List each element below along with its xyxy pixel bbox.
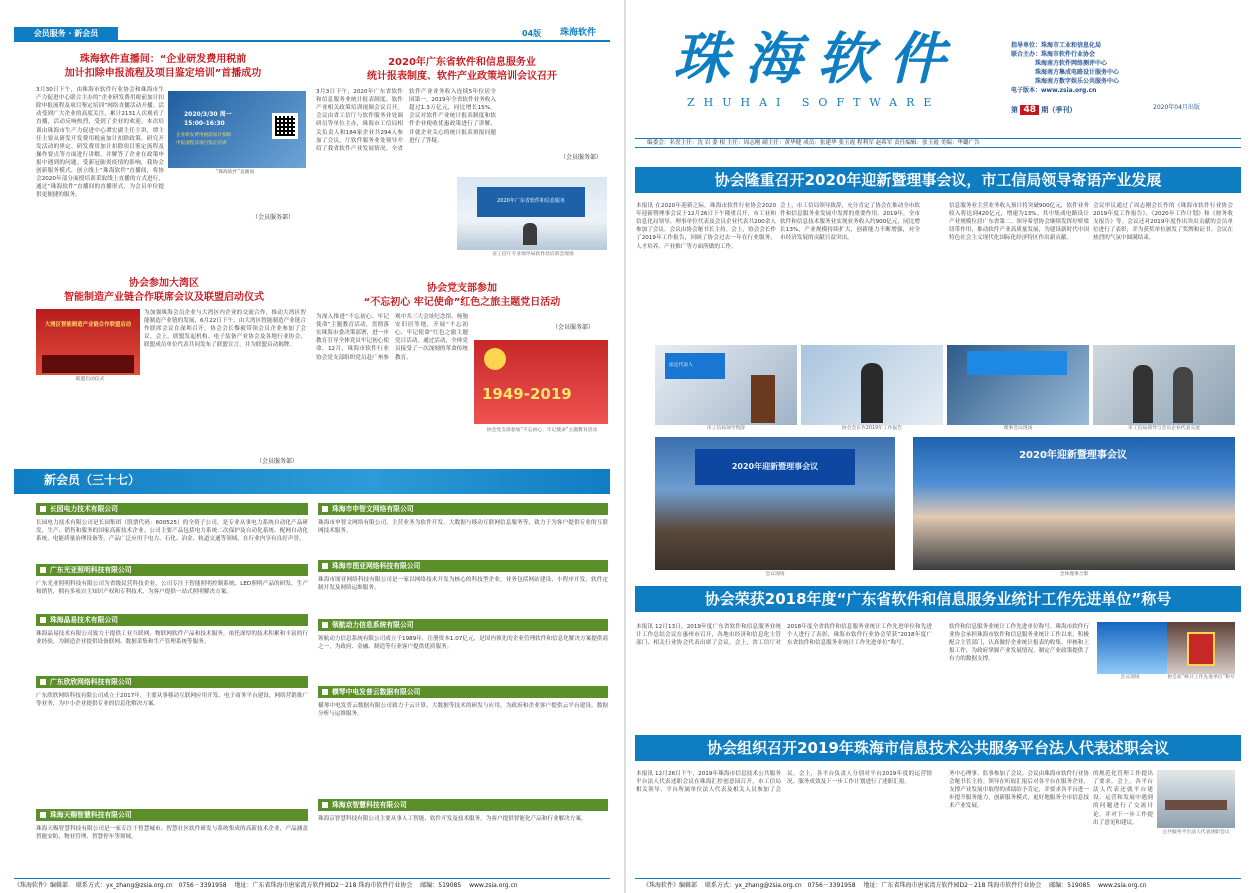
a4-caption: 协会党支部参加“不忘初心、牢记使命”主题教育活动: [486, 428, 598, 433]
b1-photo5-screen-text: 2020年迎新暨理事会议: [731, 462, 819, 471]
issue-number: 48: [1020, 105, 1039, 115]
a3-title-line2: 智能制造产业链合作联席会议及联盟启动仪式: [64, 292, 264, 303]
member-bar-10: [318, 799, 608, 811]
left-footer: [14, 878, 610, 892]
footer-editor-r: 《珠海软件》编辑部: [643, 882, 698, 889]
b1-photo3-caption: 理事会议现场: [1003, 426, 1033, 431]
unit-guide: 指导单位：珠海市工业和信息化局: [1011, 42, 1102, 49]
member-bar-6: [318, 503, 608, 515]
a1-slide-title2: 申报流程及项目鉴定培训: [176, 141, 227, 146]
a1-slide-date: 2020/3/30 周一: [184, 111, 232, 118]
b1-col2: 会上，市工信局领导致辞，充分肯定了协会在推动全市软件和信息服务业发展中发挥的重要作用。2019年，全市软件和信息技术服务业实现业务收入约900亿元，同比增长13%，产业规模持续扩大，创新能力不断增强，对全市经济发展的贡献日益突出。: [780, 203, 920, 242]
member-bar-4: [36, 676, 308, 688]
a3-signoff: （会员服务部）: [256, 458, 299, 465]
member-name-1: 长园电力技术有限公司: [50, 505, 118, 513]
a2-title-line2: 统计报表制度、软件产业政策培训会议召开: [367, 71, 557, 82]
a1-signoff: （会员服务部）: [252, 214, 295, 221]
issue-suffix: 期（季刊）: [1041, 106, 1077, 114]
member-text-4: 广东欣欣网络科技有限公司成立于2017年，主要从事移动互联网应用开发、电子商务平台建设、网络营销推广等业务，为中小企业提供专业的信息化解决方案。: [36, 693, 308, 708]
issue-box: [1011, 104, 1221, 118]
award-plaque-icon: [1187, 632, 1215, 666]
b1-photo1-screen: [665, 353, 725, 379]
b1-photo3-screen: [967, 351, 1067, 375]
footer-post-r: 519085: [1067, 882, 1091, 889]
b1-photo5-caption: 会议现场: [765, 572, 785, 577]
b1-photo5: [655, 437, 895, 570]
b1-photo1-screen-text: 法定代表人: [669, 363, 693, 368]
a4-title-line2: “不忘初心 牢记使命”红色之旅主题党日活动: [363, 297, 561, 308]
a4-signoff: （会员服务部）: [552, 324, 595, 331]
b1-photo4-caption: 市工信局领导与会员企业代表交流: [1128, 426, 1200, 431]
member-name-2: 广东光亚照明科技有限公司: [50, 566, 132, 574]
footer-addr: 广东省珠海市唐家湾方软件园D2－218 珠海市软件行业协会: [252, 882, 413, 889]
footer-tel-r: 0756－3391958: [807, 882, 856, 889]
a1-body: 3月30日下午，由珠海市软件行业协会和珠海市生产力促进中心联合主办的“企业研发费用税前加计扣除申报流程及项目鉴定培训”网络直播活动开播。活动受到广大企业的高度关注，累计2131人次观看了直播，活动反响热烈，受到了企业的欢迎。本次培训由珠海市生产力促进中心谭宏副主任主讲，谭主任主要从研发开发费用税前加计扣除政策、研究开发活动的界定、研发费用加计扣除项目鉴定流程及操作要点等方面进行讲解，并解答了企业在政策申报中遇到的问题。受新冠肺炎疫情的影响，我协会创新服务模式，创立线上“珠海软件”直播间，将协会2020年部分面授培训采取线上直播的方式进行，通过“珠海软件”直播间的直播形式，为会员单位提供更便捷的服务。: [36, 87, 164, 199]
member-text-1: 长园电力技术有限公司是长园集团（股票代码：600525）的全资子公司，是专业从事电力系统自动化产品研发、生产、销售和服务的国家高新技术企业。公司主要产品包括电力系统二次保护及自动化系统、配网自动化系统、电能质量治理设备等，产品广泛应用于电力、石化、冶金、轨道交通等领域，在行业内享有良好声誉。: [36, 520, 308, 543]
a4-years: 1949-2019: [482, 385, 572, 403]
member-bar-7: [318, 560, 608, 572]
member-text-9: 横琴中电发普云数据有限公司致力于云计算、大数据等技术的研发与应用，为政府和企业客户提供云平台建设、数据分析与运维服务。: [318, 703, 608, 718]
b2-photo2-caption: 协会获“统计工作先进单位”称号: [1167, 675, 1235, 680]
footer-addr-r: 广东省珠海市唐家湾方软件园D2－218 珠海市软件行业协会: [881, 882, 1042, 889]
new-member-band: [14, 469, 610, 494]
b1-photo2-person: [861, 363, 883, 423]
unit-org2: 珠海南方集成电路设计服务中心: [1035, 69, 1120, 76]
member-name-10: 珠海京智慧科技有限公司: [332, 801, 407, 809]
section-label-text: 会员服务 · 新会员: [33, 29, 99, 38]
b3-col2: 务中心理事、监事参加了会议。会议由珠海市软件行业协会秘书长主持。领导在听取汇报后对各平台在服务企业、支撑产业发展中取得的成绩给予肯定，并要求各平台进一步提升服务能力，创新服务模式，更好地服务全市信息技术产业发展。: [949, 771, 1089, 810]
staff-text: 编委会：名誉主任：沈 岩 委 根 主任：周志刚 副主任：黄华健 成员：张建华 张玉霞 程利军 赵希军 责任编辑：张玉霞 美编：华璐广告: [647, 140, 980, 146]
footer-editor: 《珠海软件》编辑部: [14, 882, 69, 889]
b1-photo4-person2: [1173, 367, 1193, 423]
member-name-3: 珠海晶易技术有限公司: [50, 616, 118, 624]
b1-col1: 本报讯 在2020年迎新之际，珠海市软件行业协会2020年迎新暨理事会议于12月26日下午隆重召开，市工业和信息化局领导、理事单位代表及会员企业代表共200余人参加了会议。会议由协会秘书长主持。会上，协会会长作了2019年工作报告，回顾了协会过去一年在行业服务、人才培养、产业推广等方面所做的工作。: [636, 203, 776, 250]
member-name-8: 领航动力信息系统有限公司: [332, 621, 414, 629]
a3-title-line1: 协会参加大湾区: [129, 278, 199, 289]
band3-title: 协会组织召开2019年珠海市信息技术公共服务平台法人代表述职会议: [635, 735, 1241, 761]
qr-code-icon: [272, 113, 298, 139]
a4-body: 为深入推进“不忘初心、牢记使命”主题教育活动，贯彻落实珠海市委决策部署，进一步教育引导全体党员牢记初心使命，12月，珠海市软件行业协会党支部组织党员赴广州参观中共三大会址纪念馆、杨匏安旧居等地，开展“不忘初心、牢记使命”红色之旅主题党日活动。通过活动，全体党员接受了一次深刻的革命传统教育。: [316, 314, 468, 361]
b1-photo6: [913, 437, 1235, 570]
member-name-4: 广东欣欣网络科技有限公司: [50, 678, 132, 686]
footer-addr-label-r: 地址：: [863, 882, 882, 889]
masthead-en: ZHUHAI SOFTWARE: [687, 96, 941, 109]
a3-photo: [36, 309, 140, 375]
a4-title-line1: 协会党支部参加: [427, 283, 497, 294]
staff-line: [635, 138, 1241, 148]
a3-stage: [42, 355, 134, 373]
member-name-5: 珠海天赐智慧科技有限公司: [50, 811, 132, 819]
a3-body-bottom: [36, 387, 140, 449]
a1-title-line2: 加计扣除申报流程及项目鉴定培训”首播成功: [64, 68, 262, 79]
issue-prefix: 第: [1011, 106, 1018, 114]
footer-web-r[interactable]: www.zsia.org.cn: [1098, 882, 1147, 889]
footer-post-label: 邮编：: [420, 882, 439, 889]
a1-slide-title1: 企业研发费用税前加计扣除: [176, 133, 232, 138]
footer-post-label-r: 邮编：: [1049, 882, 1068, 889]
b1-col3: 信息服务业主营业务收入预计将突破900亿元，软件业务收入将达到420亿元，增速为13%。其中集成电路设计产业规模位居广东省第二。领导希望协会继续发挥好桥梁纽带作用，推动软件产业高质量发展，为建设新时代中国特色社会主义现代化国际化经济特区作出新贡献。: [949, 203, 1089, 242]
a1-slide-time: 15:00-16:30: [184, 120, 225, 127]
member-bar-1: [36, 503, 308, 515]
footer-web[interactable]: www.zsia.org.cn: [469, 882, 518, 889]
b1-photo1-podium: [751, 375, 775, 423]
right-page: [627, 0, 1251, 893]
a2-signoff: （会员服务部）: [560, 154, 603, 161]
member-text-3: 珠海晶易技术有限公司致力于提供工业互联网、物联网软件产品和技术服务，依托深厚的技术积累和丰富的行业经验，为制造企业提供设备联网、数据采集和生产管理系统等服务。: [36, 631, 308, 646]
footer-contact-label-r: 联系方式：: [704, 882, 735, 889]
section-label: [14, 27, 118, 40]
b1-photo1-caption: 市工信局领导致辞: [706, 426, 746, 431]
b3-photo-table: [1165, 800, 1227, 810]
member-bar-9: [318, 686, 608, 698]
b3-photo-caption: 公共服务平台法人代表述职会议: [1162, 830, 1230, 835]
b3-col1: 本报讯 12月26日下午，2019年珠海市信息技术公共服务平台法人代表述职会议在珠海汇控创意园召开，市工信局相关领导、平台所属单位法人代表及相关人员参加了会议。会上，各平台负责人分别对平台2019年度的运营情况、服务成效及下一步工作计划进行了述职汇报。: [636, 771, 932, 794]
b2-col2: 软件和信息服务业统计工作先进单位称号。珠海市软件行业协会承担珠海市软件和信息服务业统计工作以来，积极配合主管部门，认真做好企业统计报表的收集、审核和上报工作，为政府掌握产业发展情况、制定产业政策提供了有力的数据支撑。: [949, 624, 1089, 663]
new-member-title: 新会员（三十七）: [44, 473, 141, 487]
a3-caption: 联盟启动仪式: [75, 377, 105, 382]
a2-speaker: [523, 223, 537, 245]
b1-photo3: [947, 345, 1089, 425]
footer-email-r: yx_zhang@zsia.org.cn: [734, 882, 802, 889]
footer-tel: 0756－3391958: [178, 882, 227, 889]
b2-photo1-caption: 会议现场: [1120, 675, 1140, 680]
member-text-5: 珠海天赐智慧科技有限公司是一家专注于智慧城市、智慧社区软件研发与系统集成的高新技术企业，产品涵盖智能安防、物业管理、智慧停车等领域。: [36, 826, 308, 841]
a2-screen-text: 2020年广东省软件和信息服务: [497, 198, 565, 204]
b1-photo5-screen: [695, 449, 855, 485]
b2-col1: 本报讯 12月13日，2019年度广东省软件和信息服务业统计工作总结会议在惠州市召开，各地市经济和信息化主管部门、相关行业协会代表出席了会议。会上，省工信厅对2018年度全省软件和信息服务业统计工作先进单位和先进个人进行了表彰，珠海市软件行业协会荣获“2018年度广东省软件和信息服务业统计工作先进单位”称号。: [636, 624, 932, 647]
a2-title-line1: 2020年广东省软件和信息服务业: [388, 57, 536, 68]
issue-date: 2020年04月出版: [1153, 104, 1200, 111]
right-footer: [635, 878, 1241, 892]
member-text-10: 珠海京智慧科技有限公司主要从事人工智能、软件开发及技术服务，为客户提供智能化产品和行业解决方案。: [318, 816, 587, 822]
member-bar-2: [36, 564, 308, 576]
b1-col4: 会议审议通过了周志刚会长作的《珠海市软件行业协会2019年度工作报告》、《2020年工作计划》和《财务收支报告》等。会议还对2019年度作出突出贡献的会员单位进行了表彰，并为获奖单位颁发了奖牌和证书。会议在热烈的气氛中圆满结束。: [1093, 203, 1233, 242]
b1-photo2: [801, 345, 943, 425]
a3-banner: 大湾区智能制造产业链合作联盟启动: [44, 322, 132, 328]
b3-photo: [1157, 770, 1235, 828]
unit-org1: 珠海南方软件网络测评中心: [1035, 60, 1108, 67]
footer-post: 519085: [438, 882, 462, 889]
a2-caption: 省工信厅专业领导局软件处培训会现场: [492, 252, 574, 257]
band2-title: 协会荣获2018年度“广东省软件和信息服务业统计工作先进单位”称号: [635, 586, 1241, 612]
a3-body: 为加强珠海会员企业与大湾区内企业的交流合作，推动大湾区智能制造产业链的发展，6月22日下午，由大湾区智能制造产业链合作联席会议在深圳召开，协会会长黎毅带领会员企业参加了会议。会上，联盟发起机构、电子装备产业协会及各地行业协会、联盟成员单位代表共同发布了联盟宣言，并为联盟启动揭牌。: [144, 310, 306, 349]
band1-title: 协会隆重召开2020年迎新暨理事会议，市工信局领导寄语产业发展: [635, 167, 1241, 193]
b2-photo2: [1167, 622, 1235, 674]
b1-photo6-caption: 全体理事合影: [1059, 572, 1089, 577]
left-page: [0, 0, 622, 893]
unit-web[interactable]: 电子版本：www.zsia.org.cn: [1011, 87, 1097, 94]
b1-photo1: [655, 345, 797, 425]
a2-photo: [457, 177, 607, 250]
member-text-8: 领航动力信息系统有限公司成立于1989年，注册资本1.07亿元，是国内领先的企业管理软件和信息化解决方案提供商之一，为政府、金融、制造等行业客户提供优质服务。: [318, 636, 608, 651]
footer-contact-label: 联系方式：: [75, 882, 106, 889]
a1-title-line1: 珠海软件直播间：“企业研发费用税前: [79, 54, 247, 65]
a1-caption: “珠海软件”直播间: [215, 170, 255, 175]
a2-body: 3月3日下午，2020年广东省软件和信息服务业统计报表制度、软件产业相关政策培训视频会议召开。会议由省工信厅与软件服务业处调研员等单位主办，珠海市工信局相关负责人和184家企业共294人参加了会议。厅软件服务业处领导介绍了我省软件产业发展情况。全省软件产业业务收入连续5年位居全国第一。2019年全省软件业务收入超过1.3万亿元，同比增长15%。会议对软件产业统计报表制度和软件企业税收优惠政策进行了讲解，并就企业关心的统计报表填报问题进行了答疑。: [316, 89, 496, 152]
member-bar-5: [36, 809, 308, 821]
unit-org3: 珠海南方数字娱乐公共服务中心: [1035, 78, 1120, 85]
b1-photo4-person1: [1133, 365, 1153, 423]
left-header: [14, 27, 610, 42]
page-divider: [624, 0, 626, 893]
member-name-7: 珠海市图亚网络科技有限公司: [332, 562, 421, 570]
member-name-6: 珠海市申智文网络有限公司: [332, 505, 414, 513]
a2-body-right: [499, 88, 611, 138]
b1-photo4: [1093, 345, 1235, 425]
issue-page: 04版: [522, 29, 542, 38]
footer-addr-label: 地址：: [234, 882, 253, 889]
member-text-6: 珠海市申智文网络有限公司，主营业务为软件开发、大数据与移动互联网信息服务等，致力于为客户提供专业的互联网技术服务。: [318, 520, 608, 535]
member-bar-8: [318, 619, 608, 631]
footer-email: yx_zhang@zsia.org.cn: [105, 882, 173, 889]
b1-photo6-stage: 2020年迎新暨理事会议: [1019, 450, 1127, 461]
header-brand: 珠海软件: [560, 28, 597, 38]
a4-photo: [474, 340, 608, 424]
party-emblem-icon: [484, 348, 506, 370]
unit-box: [1011, 41, 1177, 101]
b3-col3: 的规范化管理工作提出了要求。会上，各平台法人代表还就平台建设、运营和发展中遇到的问题进行了交流讨论，并对下一步工作提出了意见和建议。: [1093, 771, 1153, 826]
b1-photo2-caption: 协会会长作2019年工作报告: [841, 426, 903, 431]
member-text-2: 广东光亚照明科技有限公司为省级民营科技企业，公司专注于智能照明控制系统、LED照明产品的研发、生产和销售，拥有多项自主知识产权和专利技术，为客户提供一站式照明解决方案。: [36, 581, 308, 596]
masthead-title: 珠海软件: [673, 26, 961, 92]
member-name-9: 横琴中电发普云数据有限公司: [332, 688, 421, 696]
a1-photo: [168, 91, 306, 168]
a2-screen: [477, 187, 585, 217]
member-bar-3: [36, 614, 308, 626]
unit-host: 联合主办：珠海市软件行业协会: [1011, 51, 1096, 58]
member-text-7: 珠海市图亚网络科技有限公司是一家以网络技术开发为核心的科技型企业，业务包括网站建设、小程序开发、软件定制开发及网络运维服务。: [318, 577, 608, 592]
